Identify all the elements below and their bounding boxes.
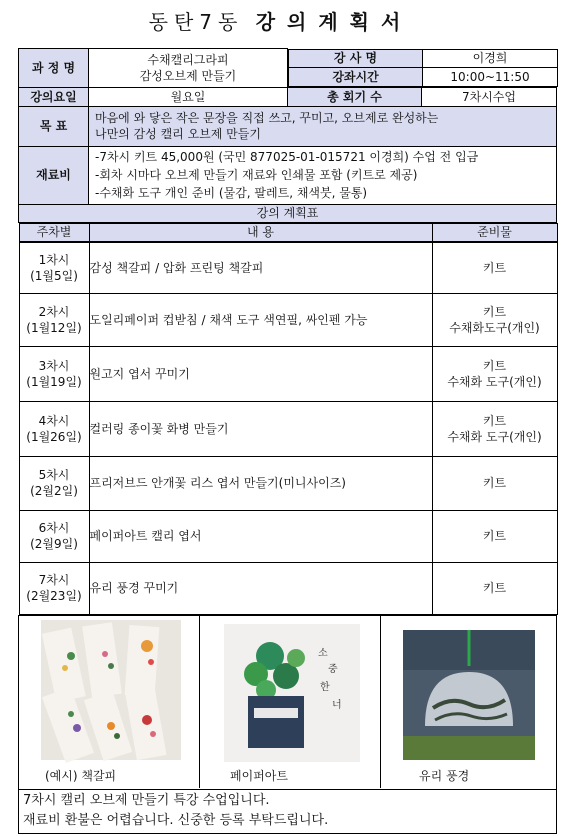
table-row: 3차시 (1월19일) 원고지 엽서 꾸미기 키트 수채화 도구(개인) — [19, 346, 557, 401]
table-row: 6차시 (2월9일) 페이퍼아트 캘리 엽서 키트 — [19, 510, 557, 562]
svg-text:중: 중 — [328, 664, 338, 675]
plan-table — [18, 48, 557, 834]
schedule-title: 강의 계획표 — [19, 204, 557, 222]
bookmark-image — [19, 616, 199, 766]
course-name: 수채캘리그라피 감성오브제 만들기 — [89, 49, 288, 88]
paperart-image — [200, 616, 380, 766]
time-label: 강좌시간 — [289, 67, 423, 86]
instructor-name: 이경희 — [423, 49, 558, 67]
day-label: 강의요일 — [19, 87, 89, 106]
material-text: -7차시 키트 45,000원 (국민 877025-01-015721 이경희) 수업 전 입금 -회차 시마다 오브제 만들기 재료와 인쇄물 포함 (키트로 제공) -수채화 도구 개인 준비 (물감, 팔레트, 채색붓, 물통) — [89, 146, 557, 204]
header-prep: 준비물 — [432, 223, 557, 241]
table-row: 7차시 (2월23일) 유리 풍경 꾸미기 키트 — [19, 562, 557, 614]
svg-text:소: 소 — [318, 648, 328, 659]
photo-paperart — [200, 616, 381, 788]
schedule-table — [19, 242, 558, 615]
instructor-label: 강 사 명 — [289, 49, 423, 67]
photo-bookmark — [19, 616, 200, 788]
table-row: 2차시 (1월12일) 도일리페이퍼 컵받침 / 채색 도구 색연필, 싸인펜 가능 키트 수채화도구(개인) — [19, 293, 557, 346]
page-title — [0, 8, 561, 36]
windchime-image — [381, 616, 557, 766]
photo-windchime — [381, 616, 557, 788]
table-row: 5차시 (2월2일) 프리저브드 안개꽃 리스 엽서 만들기(미니사이즈) 키트 — [19, 456, 557, 510]
photo-row — [19, 616, 556, 788]
caption-paperart: 페이퍼아트 — [230, 769, 288, 783]
header-content: 내 용 — [89, 223, 432, 241]
title-main: 강의계획서 — [255, 10, 413, 34]
caption-windchime: 유리 풍경 — [419, 769, 470, 783]
class-time: 10:00~11:50 — [423, 67, 558, 86]
title-prefix: 동탄7동 — [148, 10, 244, 34]
goal-text: 마음에 와 닿은 작은 문장을 직접 쓰고, 꾸미고, 오브제로 완성하는 나만의 감성 캘리 오브제 만들기 — [89, 106, 557, 146]
header-week: 주차별 — [19, 223, 89, 241]
table-row: 4차시 (1월26일) 컬러링 종이꽃 화병 만들기 키트 수채화 도구(개인) — [19, 401, 557, 456]
svg-text:너: 너 — [332, 700, 342, 711]
footer-note: 7차시 캘리 오브제 만들기 특강 수업입니다. 재료비 환불은 어렵습니다. 신중한 등록 부탁드립니다. — [19, 789, 557, 833]
session-count: 7차시수업 — [422, 87, 557, 106]
goal-label: 목 표 — [19, 106, 89, 146]
table-row: 1차시 (1월5일) 감성 책갈피 / 압화 프린팅 책갈피 키트 — [19, 242, 557, 293]
material-label: 재료비 — [19, 146, 89, 204]
sessions-label: 총 회기 수 — [288, 87, 422, 106]
course-label: 과 정 명 — [19, 49, 89, 88]
class-day: 월요일 — [89, 87, 288, 106]
caption-bookmark: (예시) 책갈피 — [45, 769, 117, 783]
svg-text:한: 한 — [320, 682, 330, 693]
